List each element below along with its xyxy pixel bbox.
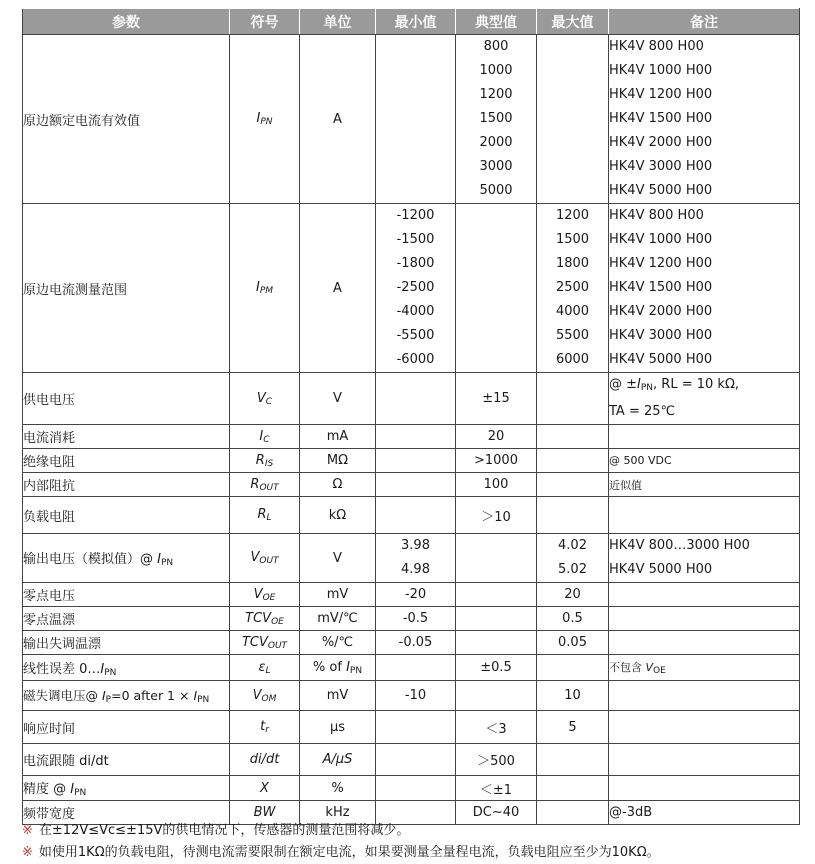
typ-cell	[456, 583, 537, 607]
footnote-1	[22, 820, 660, 842]
unit-cell: %	[300, 776, 376, 801]
min-cell	[376, 776, 456, 801]
symbol-cell: $V_C$	[230, 373, 300, 425]
typ-cell: ±15	[456, 373, 537, 425]
max-cell: 0.05	[537, 631, 609, 655]
note-cell: @ $\pm I_{PN}$, RL = 10 kΩ, TA = 25℃	[609, 373, 800, 425]
unit-cell: % of $I_{PN}$	[300, 655, 376, 681]
unit-cell: A	[300, 35, 376, 204]
unit-cell: MΩ	[300, 449, 376, 473]
min-cell	[376, 497, 456, 534]
param-cell: 输出失调温漂	[23, 631, 230, 655]
param-cell: 零点温漂	[23, 607, 230, 631]
row-el	[23, 655, 800, 681]
header-note: 备注	[609, 9, 800, 35]
min-cell: -10	[376, 681, 456, 711]
max-cell	[537, 425, 609, 449]
note-cell: 近似值	[609, 473, 800, 497]
typ-cell	[456, 204, 537, 373]
max-cell	[537, 449, 609, 473]
row-ris	[23, 449, 800, 473]
note-cell	[609, 607, 800, 631]
symbol-cell: $R_L$	[230, 497, 300, 534]
max-cell	[537, 35, 609, 204]
typ-cell: DC~40	[456, 801, 537, 825]
note-cell	[609, 744, 800, 776]
typ-cell: >1000	[456, 449, 537, 473]
min-cell	[376, 655, 456, 681]
footnote-2	[22, 842, 660, 864]
typ-cell	[456, 681, 537, 711]
row-tcvoe	[23, 607, 800, 631]
note-cell	[609, 631, 800, 655]
symbol-cell: $I_C$	[230, 425, 300, 449]
typ-cell: ＜3	[456, 711, 537, 744]
note-cell: 不包含 $V_{OE}$	[609, 655, 800, 681]
param-cell: 内部阻抗	[23, 473, 230, 497]
unit-cell: Ω	[300, 473, 376, 497]
row-didt	[23, 744, 800, 776]
note-cell	[609, 711, 800, 744]
max-cell	[537, 655, 609, 681]
unit-cell: %/℃	[300, 631, 376, 655]
symbol-cell: $I_{PN}$	[230, 35, 300, 204]
symbol-cell: $R_{OUT}$	[230, 473, 300, 497]
note-cell: HK4V 800…3000 H00 HK4V 5000 H00	[609, 534, 800, 583]
note-cell	[609, 776, 800, 801]
typ-cell: ＞10	[456, 497, 537, 534]
unit-cell: V	[300, 534, 376, 583]
param-cell: 响应时间	[23, 711, 230, 744]
min-cell	[376, 425, 456, 449]
spec-table	[22, 8, 800, 825]
param-cell: 输出电压（模拟值）@ $I_{PN}$	[23, 534, 230, 583]
param-cell: 电流消耗	[23, 425, 230, 449]
min-cell	[376, 35, 456, 204]
row-x	[23, 776, 800, 801]
max-cell: 10	[537, 681, 609, 711]
note-cell: HK4V 800 H00 HK4V 1000 H00 HK4V 1200 H00 HK4V 1500 H00 HK4V 2000 H00 HK4V 3000 H00 HK4V 5000 H00	[609, 35, 800, 204]
symbol-cell: $V_{OE}$	[230, 583, 300, 607]
row-tr	[23, 711, 800, 744]
max-cell	[537, 373, 609, 425]
note-cell	[609, 497, 800, 534]
param-cell: 磁失调电压@ $I_P=0$ after $1 \times I_{PN}$	[23, 681, 230, 711]
typ-cell: ＞500	[456, 744, 537, 776]
max-cell: 0.5	[537, 607, 609, 631]
typ-cell: 100	[456, 473, 537, 497]
max-cell	[537, 497, 609, 534]
footnote-mark: ※	[22, 845, 33, 860]
row-ipm	[23, 204, 800, 373]
symbol-cell: $TCV_{OE}$	[230, 607, 300, 631]
max-cell: 20	[537, 583, 609, 607]
max-cell	[537, 744, 609, 776]
min-cell: -1200 -1500 -1800 -2500 -4000 -5500 -6000	[376, 204, 456, 373]
footnotes	[22, 820, 660, 864]
min-cell	[376, 449, 456, 473]
unit-cell: mA	[300, 425, 376, 449]
symbol-cell: $V_{OM}$	[230, 681, 300, 711]
note-cell	[609, 583, 800, 607]
max-cell: 1200 1500 1800 2500 4000 5500 6000	[537, 204, 609, 373]
header-min: 最小值	[376, 9, 456, 35]
param-cell: 线性误差 $0\dots I_{PN}$	[23, 655, 230, 681]
symbol-cell: $I_{PM}$	[230, 204, 300, 373]
min-cell: -20	[376, 583, 456, 607]
typ-cell: 20	[456, 425, 537, 449]
min-cell: -0.05	[376, 631, 456, 655]
typ-cell	[456, 607, 537, 631]
unit-cell: kHz	[300, 801, 376, 825]
symbol-cell: $R_{IS}$	[230, 449, 300, 473]
note-cell: HK4V 800 H00 HK4V 1000 H00 HK4V 1200 H00 HK4V 1500 H00 HK4V 2000 H00 HK4V 3000 H00 HK4V 5000 H00	[609, 204, 800, 373]
note-cell	[609, 425, 800, 449]
row-voe	[23, 583, 800, 607]
min-cell: 3.98 4.98	[376, 534, 456, 583]
param-cell: 频带宽度	[23, 801, 230, 825]
symbol-cell: $t_r$	[230, 711, 300, 744]
symbol-cell: $\varepsilon_L$	[230, 655, 300, 681]
row-rl	[23, 497, 800, 534]
row-ic	[23, 425, 800, 449]
footnote-mark: ※	[22, 823, 33, 838]
param-cell: 负载电阻	[23, 497, 230, 534]
footnote-text: 在±12V≤Vc≤±15V的供电情况下，传感器的测量范围将减少。	[38, 823, 410, 838]
min-cell	[376, 473, 456, 497]
unit-cell: A/μS	[300, 744, 376, 776]
row-vom	[23, 681, 800, 711]
param-cell: 绝缘电阻	[23, 449, 230, 473]
header-param: 参数	[23, 9, 230, 35]
typ-cell: ＜±1	[456, 776, 537, 801]
param-cell: 电流跟随 di/dt	[23, 744, 230, 776]
unit-cell: mV/℃	[300, 607, 376, 631]
unit-cell: mV	[300, 583, 376, 607]
row-vc	[23, 373, 800, 425]
row-vout	[23, 534, 800, 583]
unit-cell: kΩ	[300, 497, 376, 534]
typ-cell	[456, 534, 537, 583]
symbol-cell: di/dt	[230, 744, 300, 776]
symbol-cell: $TCV_{OUT}$	[230, 631, 300, 655]
header-symbol: 符号	[230, 9, 300, 35]
param-cell: 供电电压	[23, 373, 230, 425]
note-cell	[609, 681, 800, 711]
max-cell	[537, 473, 609, 497]
footnote-text: 如使用1KΩ的负载电阻，待测电流需要限制在额定电流，如果要测量全量程电流，负载电阻应至少为10KΩ。	[38, 845, 660, 860]
unit-cell: V	[300, 373, 376, 425]
min-cell	[376, 744, 456, 776]
max-cell: 4.02 5.02	[537, 534, 609, 583]
min-cell	[376, 373, 456, 425]
max-cell: 5	[537, 711, 609, 744]
header-row	[23, 9, 800, 35]
row-tcvout	[23, 631, 800, 655]
param-cell: 原边额定电流有效值	[23, 35, 230, 204]
param-cell: 原边电流测量范围	[23, 204, 230, 373]
param-cell: 精度 @ $I_{PN}$	[23, 776, 230, 801]
max-cell	[537, 776, 609, 801]
header-unit: 单位	[300, 9, 376, 35]
header-typ: 典型值	[456, 9, 537, 35]
header-max: 最大值	[537, 9, 609, 35]
typ-cell	[456, 631, 537, 655]
typ-cell: 800 1000 1200 1500 2000 3000 5000	[456, 35, 537, 204]
symbol-cell: $V_{OUT}$	[230, 534, 300, 583]
row-ipn	[23, 35, 800, 204]
typ-cell: ±0.5	[456, 655, 537, 681]
symbol-cell: X	[230, 776, 300, 801]
note-cell: @-3dB	[609, 801, 800, 825]
unit-cell: A	[300, 204, 376, 373]
unit-cell: μs	[300, 711, 376, 744]
min-cell: -0.5	[376, 607, 456, 631]
row-rout	[23, 473, 800, 497]
unit-cell: mV	[300, 681, 376, 711]
note-cell: @ 500 VDC	[609, 449, 800, 473]
param-cell: 零点电压	[23, 583, 230, 607]
min-cell	[376, 711, 456, 744]
symbol-cell: BW	[230, 801, 300, 825]
